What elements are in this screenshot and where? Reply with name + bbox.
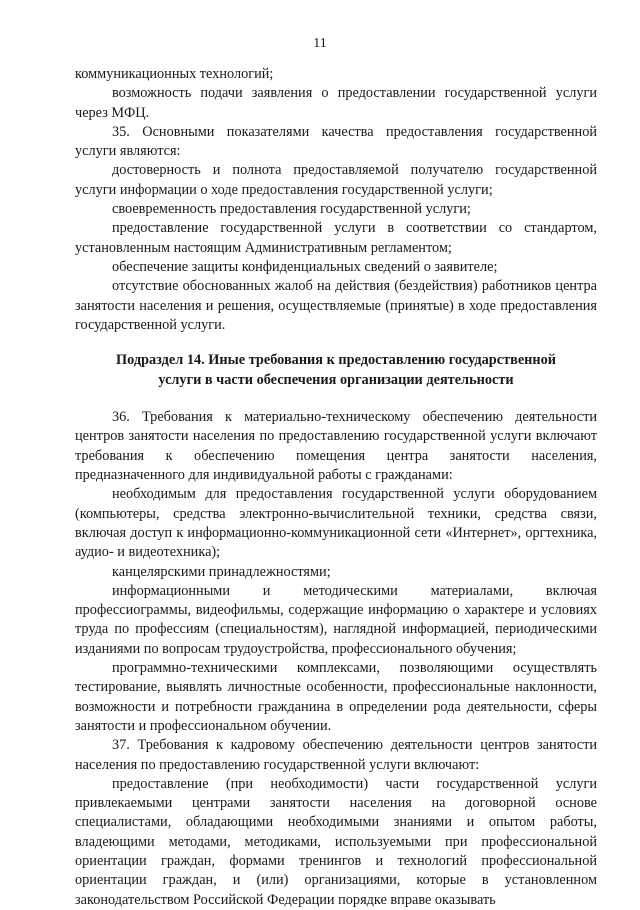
heading-line: услуги в части обеспечения организации деятельности xyxy=(158,371,514,388)
section-bottom xyxy=(75,408,597,910)
paragraph: информационными и методическими материалами, включая профессиограммы, видеофильмы, содержащие информацию о характере и условиях труда по профессиям (специальностям), наглядной информацией, периодическими изданиями по вопросам трудоустройства, профессионального обучения; xyxy=(75,582,597,657)
section-top xyxy=(75,65,597,335)
paragraph: обеспечение защиты конфиденциальных сведений о заявителе; xyxy=(112,258,498,275)
section-heading xyxy=(75,351,597,390)
paragraph: 36. Требования к материально-техническому обеспечению деятельности центров занятости населения по предоставлению государственной услуги включают требования к обеспечению помещения центра занятости населения, предназначенного для индивидуальной работы с гражданами: xyxy=(75,409,597,484)
heading-line: Подраздел 14. Иные требования к предоставлению государственной xyxy=(115,352,557,369)
paragraph: отсутствие обоснованных жалоб на действия (бездействия) работников центра занятости населения и решения, осуществляемые (принятые) в ходе предоставления государственной услуги. xyxy=(75,278,597,333)
paragraph: предоставление (при необходимости) части государственной услуги привлекаемыми центрами занятости населения на договорной основе специалистами, обладающими необходимыми знаниями и опытом работы, владеющими методами, методиками, используемыми при профессиональной ориентации граждан, формами тренингов и технологий профессиональной ориентации граждан, и (или) организациями, которые в установленном законодательством Российской Федерации порядке вправе оказывать xyxy=(75,775,597,908)
paragraph: возможность подачи заявления о предоставлении государственной услуги через МФЦ. xyxy=(75,85,597,121)
paragraph: своевременность предоставления государственной услуги; xyxy=(112,201,471,218)
paragraph: программно-техническими комплексами, позволяющими осуществлять тестирование, выявлять личностные особенности, профессиональные наклонности, возможности и потребности гражданина в определении рода деятельности, сферы занятости и профессиональном обучении. xyxy=(75,660,597,734)
paragraph: необходимым для предоставления государственной услуги оборудованием (компьютеры, средства электронно-вычислительной техники, средства связи, включая доступ к информационно-коммуникационной сети «Интернет», оргтехника, аудио- и видеотехника); xyxy=(75,486,597,561)
paragraph: предоставление государственной услуги в соответствии со стандартом, установленным настоящим Административным регламентом; xyxy=(75,220,597,256)
paragraph: 35. Основными показателями качества предоставления государственной услуги являются: xyxy=(75,123,597,160)
paragraph: достоверность и полнота предоставляемой получателю государственной услуги информации о ходе предоставления государственной услуги; xyxy=(75,162,597,198)
paragraph: канцелярскими принадлежностями; xyxy=(112,563,331,580)
paragraph: коммуникационных технологий; xyxy=(75,66,274,82)
paragraph: 37. Требования к кадровому обеспечению деятельности центров занятости населения по предоставлению государственной услуги включают: xyxy=(75,737,597,773)
document-body xyxy=(75,65,597,910)
page-number: 11 xyxy=(313,36,327,51)
